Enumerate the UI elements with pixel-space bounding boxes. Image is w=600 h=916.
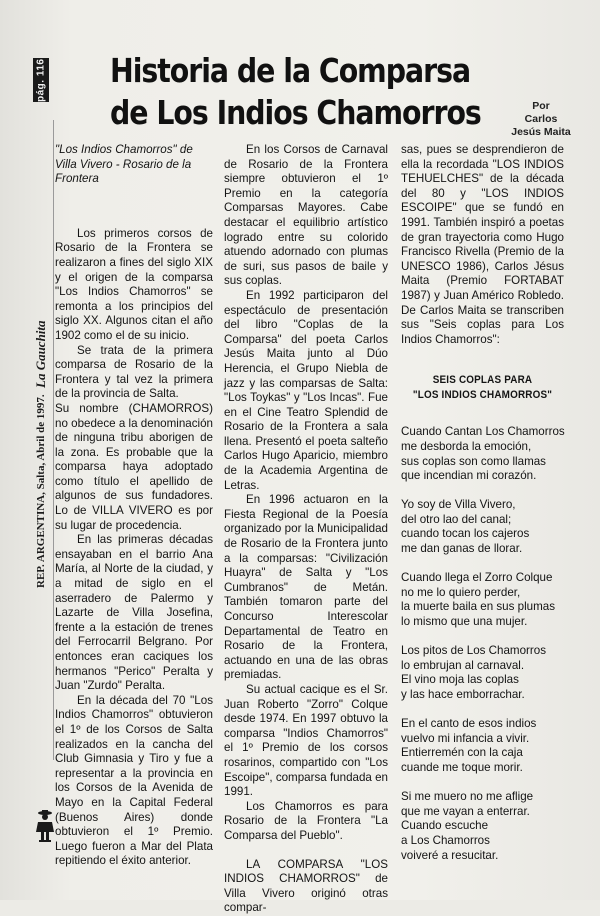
verse-line: lo embrujan al carnaval. xyxy=(401,658,525,672)
verse-line: que incendian mi corazón. xyxy=(401,469,537,483)
poem-title-line: "LOS INDIOS CHAMORROS" xyxy=(412,389,553,402)
verse-line: Cuando Cantan Los Chamorros xyxy=(401,425,565,439)
verse-line: me dan ganas de llorar. xyxy=(401,542,523,556)
verse-line: a Los Chamorros xyxy=(401,833,490,847)
paragraph: Su nombre (CHAMORROS) no obedece a la denominación de ninguna tribu aborigen de la zona. Es probable que la comparsa haya adoptado como título el apellido de algunos de sus fundadores. Lo de VILLA VIVERO es por su lugar de procedencia. xyxy=(55,401,213,532)
verse-line: El vino moja las coplas xyxy=(401,673,519,687)
verse-line: Cuando llega el Zorro Colque xyxy=(401,571,553,585)
byline-line: Carlos xyxy=(524,113,558,125)
verse-line: y las hace emborrachar. xyxy=(401,688,525,701)
byline-line: Jesús Maita xyxy=(511,126,571,138)
verse-line: sus coplas son como llamas xyxy=(401,454,546,468)
gaucho-figure-icon xyxy=(32,808,58,844)
publication-info xyxy=(32,108,50,588)
paragraph: En 1996 actuaron en la Fiesta Regional de la Poesía organizado por la Municipalidad de Rosario de la Frontera junto a la comparsas: "Civilización Huayra" de Salta y "Los Cumbranos" de Metán. También tomaron parte del Concurso Interescolar Departamental de Teatro en Rosario de la Frontera, actuando en una de las obras premiadas. xyxy=(224,493,388,682)
verse-line: En el canto de esos indios xyxy=(401,717,537,731)
magazine-name: La Gauchita xyxy=(33,320,48,389)
page-number: pág. 116 xyxy=(33,58,49,102)
title-line-1: Historia de la Comparsa xyxy=(110,51,471,90)
verse-line: voiveré a resucitar. xyxy=(401,848,499,862)
paragraph: En 1992 participaron del espectáculo de presentación del libro "Coplas de la Comparsa" del poeta Carlos Jesús Maita junto al Dúo Herencia, el Grupo Niebla de jazz y las comparsas de Salta: "Los Toykas" y "Los Incas". Fue en el Cine Teatro Splendid de Rosario de la Frontera a sala llena. Presentó el poeta salteño Carlos Hugo Aparicio, miembro de la Academia Argentina de Letras. xyxy=(224,288,388,492)
byline-line: Por xyxy=(532,100,550,112)
paragraph: Los Chamorros es para Rosario de la Frontera "La Comparsa del Pueblo". xyxy=(224,799,388,842)
verse-line: Entierremén con la caja xyxy=(401,746,523,760)
verse-line: Si me muero no me aflige xyxy=(401,790,534,804)
poem-stanza xyxy=(401,790,564,863)
verse-line: Cuando escuche xyxy=(401,819,489,833)
verse-line: lo mismo que una mujer. xyxy=(401,615,528,629)
verse-line: me desborda la emoción, xyxy=(401,439,532,453)
paragraph: sas, pues se desprendieron de ella la recordada "LOS INDIOS TEHUELCHES" de la década del 80 y "LOS INDIOS ESCOIPE" que se fundó en 1991. También inspiró a poetas de gran trayectoria como Hugo Francisco Rivella (Premio de la UNESCO 1986), Carlos Jésus Maita (Premio FORTABAT 1987) y Juan Américo Robledo. De Carlos Maita se transcriben sus "Seis coplas para Los Indios Chamorros": xyxy=(401,143,564,346)
column-1 xyxy=(55,143,213,869)
verse-line: cuande me toque morir. xyxy=(401,760,523,774)
paragraph: LA COMPARSA "LOS INDIOS CHAMORROS" de Villa Vivero originó otras compar- xyxy=(224,857,388,915)
photo-caption: "Los Indios Chamorros" de Villa Vivero - Rosario de la Frontera xyxy=(55,143,193,186)
paragraph: Los primeros corsos de Rosario de la Frontera se realizaron a fines del siglo XIX y el origen de la comparsa "Los Indios Chamorros" se remonta a los principios del siglo XX. Algunos citan el año 1902 como el de su inicio. xyxy=(55,226,213,342)
verse-line: Yo soy de Villa Vivero, xyxy=(401,498,516,512)
title-line-2: de Los Indios Chamorros xyxy=(110,93,481,132)
poem-stanza xyxy=(401,498,564,556)
poem-stanza xyxy=(401,571,564,629)
paragraph: En las primeras décadas ensayaban en el barrio Ana María, al Norte de la ciudad, y a mitad de siglo en el aserradero de Palermo y Lazarte de Villa Josefina, frente a la estación de trenes del Ferrocarril Belgrano. Por entonces eran caciques los hermanos "Perico" Peralta y Juan "Zurdo" Peralta. xyxy=(55,533,213,693)
verse-line: Los pitos de Los Chamorros xyxy=(401,644,546,658)
paragraph: Se trata de la primera comparsa de Rosario de la Frontera y tal vez la primera de la provincia de Salta. xyxy=(55,343,213,401)
column-2 xyxy=(224,143,388,916)
poem-stanza xyxy=(401,717,564,775)
paragraph: En los Corsos de Carnaval de Rosario de la Frontera siempre obtuvieron el 1º Premio en la categoría Comparsas Mayores. Cabe destacar el equilibrio artístico logrado entre su colorido atuendo adornado con plumas de suri, sus pasos de baile y sus coplas. xyxy=(224,143,388,288)
verse-line: vuelvo mi infancia a vivir. xyxy=(401,731,530,745)
verse-line: la muerte baila en sus plumas xyxy=(401,600,556,614)
publication-place-date: REP. ARGENTINA, Salta, Abril de 1997. xyxy=(35,394,47,588)
verse-line: cuando tocan los cajeros xyxy=(401,527,530,541)
paragraph: En la década del 70 "Los Indios Chamorros" obtuvieron el 1º de los Corsos de Salta realizados en la cancha del Club Gimnasia y Tiro y fue a representar a la provincia en los Corsos de la Avenida de Mayo en la Capital Federal (Buenos Aires) donde obtuvieron el 1º Premio. Luego fueron a Mar del Plata repitiendo el éxito anterior. xyxy=(55,693,213,868)
poem-stanza xyxy=(401,644,564,702)
column-3 xyxy=(401,143,564,878)
verse-line: que me vayan a enterrar. xyxy=(401,804,530,818)
poem-stanza xyxy=(401,425,564,483)
article-title xyxy=(110,50,481,134)
poem-title-line: SEIS COPLAS PARA xyxy=(432,374,533,387)
paragraph: Su actual cacique es el Sr. Juan Roberto "Zorro" Colque desde 1974. En 1997 obtuvo la comparsa "Indios Chamorros" el 1º Premio de los corsos rosarinos, compartido con "Los Escoipe", comparsa fundada en 1991. xyxy=(224,682,388,799)
margin-rule xyxy=(53,120,54,760)
poem-title xyxy=(409,373,556,403)
verse-line: no me lo quiero perder, xyxy=(401,585,521,599)
byline xyxy=(506,100,576,139)
verse-line: del otro lao del canal; xyxy=(401,512,512,526)
